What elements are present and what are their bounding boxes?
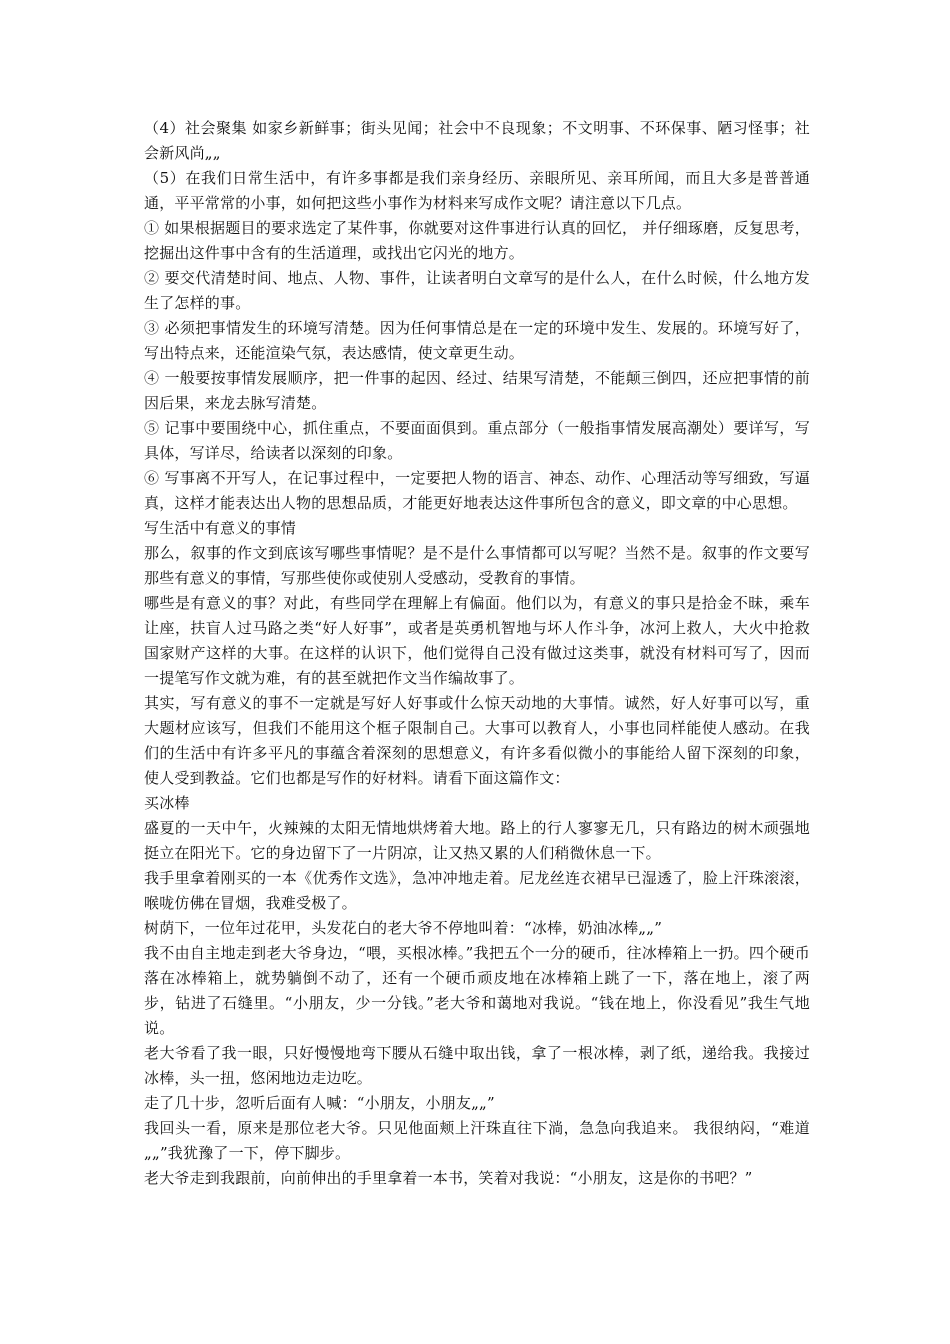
essay-paragraph: 我手里拿着刚买的一本《优秀作文选》，急冲冲地走着。尼龙丝连衣裙早已湿透了，脸上汗珠滚滚，喉咙仿佛在冒烟，我难受极了。	[144, 869, 810, 912]
paragraph-what-to-write: 那么，叙事的作文到底该写哪些事情呢？是不是什么事情都可以写呢？当然不是。叙事的作文要写那些有意义的事情，写那些使你或使别人受感动，受教育的事情。	[144, 544, 810, 587]
essay-paragraph: 我不由自主地走到老大爷身边，“喂，买根冰棒。”我把五个一分的硬币，往冰棒箱上一扔。四个硬币落在冰棒箱上，就势躺倒不动了，还有一个硬币顽皮地在冰棒箱上跳了一下，落在地上，滚了两步，钻进了石缝里。“小朋友，少一分钱。”老大爷和蔼地对我说。“钱在地上，你没看见”我生气地说。	[144, 944, 810, 1037]
paragraph-point-2: ② 要交代清楚时间、地点、人物、事件，让读者明白文章写的是什么人，在什么时候，什么地方发生了怎样的事。	[144, 269, 810, 312]
paragraph-daily-life-intro: （5）在我们日常生活中，有许多事都是我们亲身经历、亲眼所见、亲耳所闻，而且大多是普普通通，平平常常的小事，如何把这些小事作为材料来写成作文呢？请注意以下几点。	[144, 169, 810, 212]
paragraph-point-4: ④ 一般要按事情发展顺序，把一件事的起因、经过、结果写清楚，不能颠三倒四，还应把事情的前因后果，来龙去脉写清楚。	[144, 369, 810, 412]
essay-paragraph: 老大爷看了我一眼，只好慢慢地弯下腰从石缝中取出钱，拿了一根冰棒，剥了纸，递给我。我接过冰棒，头一扭，悠闲地边走边吃。	[144, 1044, 810, 1087]
document-page	[144, 116, 810, 1191]
paragraph-point-3: ③ 必须把事情发生的环境写清楚。因为任何事情总是在一定的环境中发生、发展的。环境写好了，写出特点来，还能渲染气氛，表达感情，使文章更生动。	[144, 319, 810, 362]
paragraph-point-1: ① 如果根据题目的要求选定了某件事，你就要对这件事进行认真的回忆， 并仔细琢磨，反复思考，挖掘出这件事中含有的生活道理，或找出它闪光的地方。	[144, 219, 810, 262]
essay-title: 买冰棒	[144, 794, 190, 812]
essay-paragraph: 我回头一看，原来是那位老大爷。只见他面颊上汗珠直往下淌，急急向我追来。 我很纳闷，“难道„„”我犹豫了一下，停下脚步。	[144, 1119, 810, 1162]
essay-paragraph: 走了几十步，忽听后面有人喊：“小朋友，小朋友„„”	[144, 1094, 495, 1112]
paragraph-point-6: ⑥ 写事离不开写人，在记事过程中，一定要把人物的语言、神态、动作、心理活动等写细致，写逼真，这样才能表达出人物的思想品质，才能更好地表达这件事所包含的意义，即文章的中心思想。	[144, 469, 810, 512]
essay-paragraph: 老大爷走到我跟前，向前伸出的手里拿着一本书，笑着对我说：“小朋友，这是你的书吧？”	[144, 1169, 753, 1187]
paragraph-meaningful-things: 哪些是有意义的事？对此，有些同学在理解上有偏面。他们以为，有意义的事只是拾金不昧，乘车让座，扶盲人过马路之类“好人好事”，或者是英勇机智地与坏人作斗争，冰河上救人，大火中抢救国家财产这样的大事。在这样的认识下，他们觉得自己没有做过这类事，就没有材料可写了，因而一提笔写作文就为难，有的甚至就把作文当作编故事了。	[144, 594, 810, 687]
essay-paragraph: 盛夏的一天中午，火辣辣的太阳无情地烘烤着大地。路上的行人寥寥无几，只有路边的树木顽强地挺立在阳光下。它的身边留下了一片阴凉，让又热又累的人们稍微休息一下。	[144, 819, 810, 862]
paragraph-point-5: ⑤ 记事中要围绕中心，抓住重点，不要面面俱到。重点部分（一般指事情发展高潮处）要详写，写具体，写详尽，给读者以深刻的印象。	[144, 419, 810, 462]
section-heading: 写生活中有意义的事情	[144, 519, 297, 537]
essay-paragraph: 树荫下，一位年过花甲，头发花白的老大爷不停地叫着：“冰棒，奶油冰棒„„”	[144, 919, 663, 937]
paragraph-social-topics: （4）社会聚集 如家乡新鲜事；街头见闻；社会中不良现象；不文明事、不环保事、陋习怪事；社会新风尚„„	[144, 119, 810, 162]
paragraph-in-fact: 其实，写有意义的事不一定就是写好人好事或什么惊天动地的大事情。诚然，好人好事可以写，重大题材应该写，但我们不能用这个框子限制自己。大事可以教育人，小事也同样能使人感动。在我们的生活中有许多平凡的事蕴含着深刻的思想意义，有许多看似微小的事能给人留下深刻的印象，使人受到教益。它们也都是写作的好材料。请看下面这篇作文：	[144, 694, 810, 787]
